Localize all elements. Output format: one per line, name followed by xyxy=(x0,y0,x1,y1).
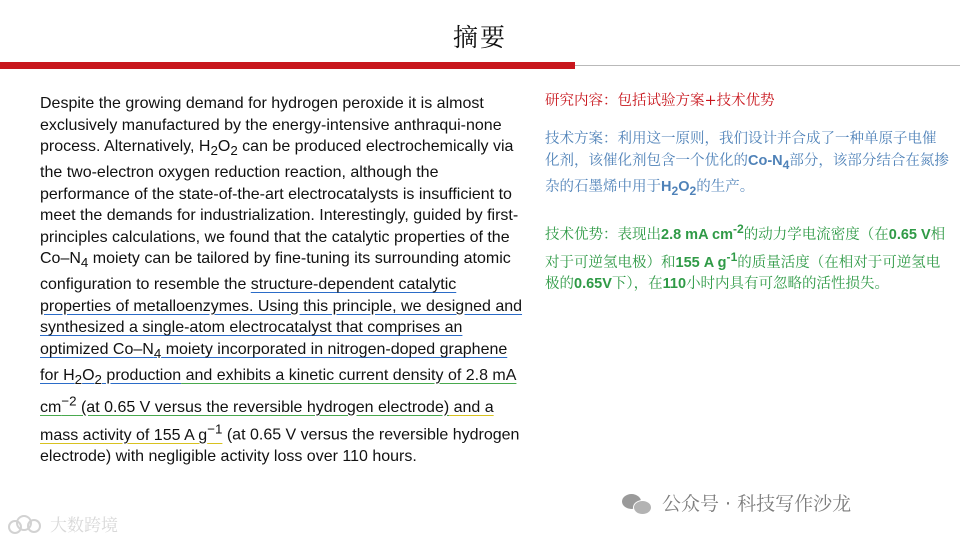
abstract-text-part: moiety incorporated in nitrogen-doped graphene for H xyxy=(40,340,508,384)
notes-formula: O xyxy=(678,178,690,195)
notes-value: 155 A g xyxy=(675,254,727,271)
abstract-text-part: (at 0.65 V versus the reversible hydrogen electrode) xyxy=(76,398,450,416)
superscript: -2 xyxy=(733,221,744,236)
subscript: 2 xyxy=(671,183,679,198)
abstract-text-part: O xyxy=(82,366,95,384)
notes-heading: 研究内容：包括试验方案+技术优势 xyxy=(545,93,775,109)
abstract-text-part: (at 0.65 V versus the reversible hydrogen electrode) with negligible activity loss over 110 hours. xyxy=(40,426,520,466)
notes-text-part: 技术优势：表现出 xyxy=(545,226,661,243)
title-divider-red xyxy=(0,62,575,69)
cloud-logo-icon xyxy=(8,514,42,534)
superscript: -1 xyxy=(726,249,738,264)
notes-technical-advantage xyxy=(545,218,950,296)
notes-text-part: 的动力学电流密度（在 xyxy=(743,226,889,243)
notes-text-part: 的生产。 xyxy=(696,178,755,195)
watermark-source-text: 大数跨境 xyxy=(50,516,118,536)
title-divider xyxy=(0,62,960,69)
notes-text-part: 小时内具有可忽略的活性损失。 xyxy=(686,276,890,293)
notes-panel xyxy=(545,90,950,311)
abstract-text-part: Despite the growing demand for hydrogen peroxide it is almost exclusively manufactured by the energy-intensive anthraqui-none process. Alternatively, H xyxy=(40,95,502,156)
subscript: 4 xyxy=(80,255,89,271)
notes-text-part: 下），在 xyxy=(611,276,663,293)
watermark-source xyxy=(8,511,118,536)
notes-text-part: 部分，该部分结合在氮掺杂的石墨烯中用于 xyxy=(545,153,949,195)
notes-text-part: 的质量活度（在相对于可逆氢电极的 xyxy=(545,254,941,293)
subscript: 2 xyxy=(689,183,697,198)
subscript: 2 xyxy=(230,143,238,159)
notes-text-part: 相对于可逆氢电极）和 xyxy=(545,226,946,271)
superscript: −1 xyxy=(207,421,223,437)
watermark-wechat xyxy=(622,489,851,516)
title-divider-gray xyxy=(575,65,960,66)
notes-value: 0.65 V xyxy=(888,226,931,243)
subscript: 4 xyxy=(153,346,162,362)
subscript: 4 xyxy=(782,157,790,172)
abstract-text-part: production xyxy=(101,366,182,384)
notes-text-part: 技术方案：利用这一原则，我们设计并合成了一种单原子电催化剂，该催化剂包含一个优化的 xyxy=(545,131,937,169)
abstract-text-part: moiety can be tailored by fine-tuning its surrounding atomic configuration to resemble the xyxy=(40,250,511,294)
notes-value: 110 xyxy=(662,276,687,293)
abstract-text-part: structure-dependent catalytic properties of metalloenzymes. Using this principle, we designed and synthesized a single-atom electrocatalyst that comprises an optimized Co–N xyxy=(40,276,523,358)
abstract-text-part: can be produced electrochemically via the two-electron oxygen reduction reaction, although the performance of the state-of-the-art electrocatalysts is insufficient to meet the demands for industrialization. Interestingly, guided by first-principles calculations, we found that the catalytic properties of the Co–N xyxy=(40,138,519,268)
abstract-text-part: and exhibits a kinetic current density of 2.8 mA cm xyxy=(40,366,517,416)
notes-value: 0.65V xyxy=(574,276,612,293)
superscript: −2 xyxy=(61,393,77,409)
notes-technical-scheme xyxy=(545,128,950,202)
notes-value: 2.8 mA cm xyxy=(661,226,733,243)
subscript: 2 xyxy=(210,143,218,159)
abstract-text xyxy=(40,93,526,468)
subscript: 2 xyxy=(94,371,102,387)
wechat-icon xyxy=(622,492,652,514)
abstract-text-part: O xyxy=(217,138,231,156)
notes-formula: Co-N xyxy=(748,153,783,169)
watermark-wechat-text: 公众号 · 科技写作沙龙 xyxy=(662,493,852,515)
subscript: 2 xyxy=(74,371,83,387)
slide-title: 摘要 xyxy=(452,23,507,52)
notes-formula: H xyxy=(661,178,672,195)
abstract-text-part: and a mass activity of 155 A g xyxy=(40,398,494,444)
